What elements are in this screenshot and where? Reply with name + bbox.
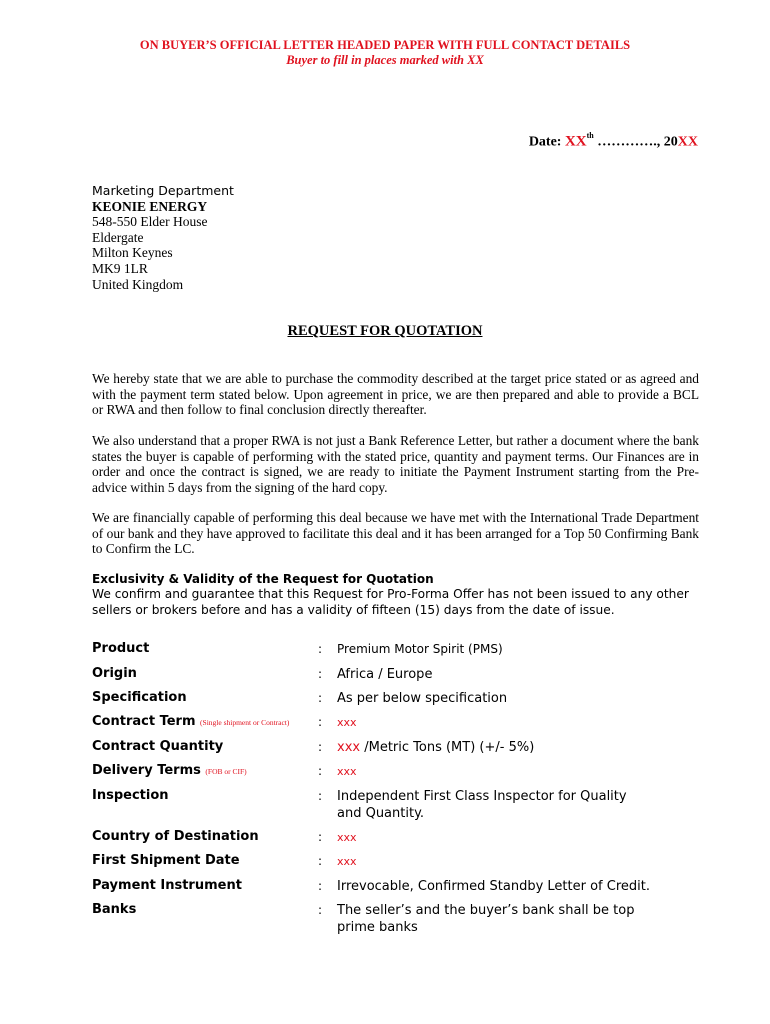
- spec-label: First Shipment Date: [92, 853, 240, 868]
- spec-label: Banks: [92, 902, 137, 917]
- placeholder-xxx: xxx: [337, 716, 357, 729]
- spec-label: [92, 763, 247, 778]
- spec-label: [92, 714, 289, 729]
- spec-value: Independent First Class Inspector for Quality and Quantity.: [337, 789, 627, 821]
- spec-value: [337, 763, 667, 780]
- address-country: United Kingdom: [92, 276, 184, 292]
- spec-colon: :: [318, 830, 323, 844]
- address-city: Milton Keynes: [92, 245, 173, 261]
- address-postcode: MK9 1LR: [92, 260, 148, 276]
- placeholder-xxx: xxx: [337, 831, 357, 844]
- recipient-address: [92, 183, 234, 292]
- spec-value: [337, 829, 667, 846]
- exclusivity-body: We confirm and guarantee that this Request for Pro-Forma Offer has not been issued to any other sellers or brokers before and has a validity of fifteen (15) days from the date of issue.: [92, 587, 689, 617]
- spec-label: Country of Destination: [92, 829, 259, 844]
- spec-value: Premium Motor Spirit (PMS): [337, 642, 503, 656]
- date-day-placeholder: XX: [564, 133, 587, 150]
- placeholder-xxx: xxx: [337, 765, 357, 778]
- header-subinstruction: Buyer to fill in places marked with XX: [286, 53, 484, 67]
- spec-colon: :: [318, 715, 323, 729]
- spec-label: Contract Quantity: [92, 739, 224, 754]
- spec-label-note: (FOB or CIF): [205, 767, 247, 776]
- date-suffix: th: [586, 131, 594, 140]
- date-year-placeholder: XX: [677, 134, 698, 150]
- spec-value: [337, 739, 667, 756]
- spec-value: Irrevocable, Confirmed Standby Letter of Credit.: [337, 879, 650, 894]
- spec-label-text: Delivery Terms: [92, 763, 201, 778]
- spec-label-note: (Single shipment or Contract): [200, 718, 290, 727]
- date-label: Date:: [528, 134, 562, 150]
- spec-value-text: /Metric Tons (MT) (+/- 5%): [360, 740, 535, 755]
- spec-colon: :: [318, 667, 323, 681]
- placeholder-xxx: xxx: [337, 855, 357, 868]
- header-instruction: ON BUYER’S OFFICIAL LETTER HEADED PAPER WITH FULL CONTACT DETAILS: [139, 38, 631, 52]
- spec-colon: :: [318, 903, 323, 917]
- exclusivity-heading: Exclusivity & Validity of the Request for Quotation: [92, 572, 434, 586]
- spec-label: Payment Instrument: [92, 878, 242, 893]
- paragraph-1: We hereby state that we are able to purchase the commodity described at the target price stated or as agreed and with the payment term stated below. Upon agreement in price, we are then prepared and able to provide a BCL or RWA and then follow to final conclusion directly thereafter.: [92, 371, 699, 418]
- document-title: REQUEST FOR QUOTATION: [287, 323, 483, 339]
- address-line1: 548-550 Elder House: [92, 214, 208, 230]
- spec-colon: :: [318, 642, 323, 656]
- date-dots: …………., 20: [597, 134, 678, 150]
- address-department: Marketing Department: [92, 183, 234, 198]
- spec-value: The seller’s and the buyer’s bank shall be top prime banks: [337, 903, 635, 935]
- spec-value: As per below specification: [337, 691, 508, 706]
- address-company: KEONIE ENERGY: [92, 198, 208, 214]
- date-line: [529, 133, 698, 151]
- spec-colon: :: [318, 879, 323, 893]
- spec-label: Inspection: [92, 788, 169, 803]
- paragraph-2: We also understand that a proper RWA is not just a Bank Reference Letter, but rather a document where the bank states the buyer is capable of performing with the stated price, quantity and payment terms. Our Finances are in order and once the contract is signed, we are ready to initiate the Payment Instrument starting from the Pre-advice within 5 days from the signing of the hard copy.: [92, 433, 699, 495]
- spec-label: Origin: [92, 666, 137, 681]
- spec-colon: :: [318, 740, 323, 754]
- paragraph-3: We are financially capable of performing this deal because we have met with the International Trade Department of our bank and they have approved to facilitate this deal and it has been arranged for a Top 50 Confirming Bank to Confirm the LC.: [92, 510, 699, 557]
- spec-label: Specification: [92, 690, 187, 705]
- spec-value: Africa / Europe: [337, 667, 433, 682]
- spec-value: [337, 714, 667, 731]
- spec-colon: :: [318, 764, 323, 778]
- spec-colon: :: [318, 789, 323, 803]
- spec-colon: :: [318, 854, 323, 868]
- spec-label-text: Contract Term: [92, 714, 196, 729]
- spec-colon: :: [318, 691, 323, 705]
- spec-value: [337, 853, 667, 870]
- address-line2: Eldergate: [92, 229, 144, 245]
- placeholder-xxx: xxx: [337, 740, 361, 755]
- spec-label: Product: [92, 641, 150, 656]
